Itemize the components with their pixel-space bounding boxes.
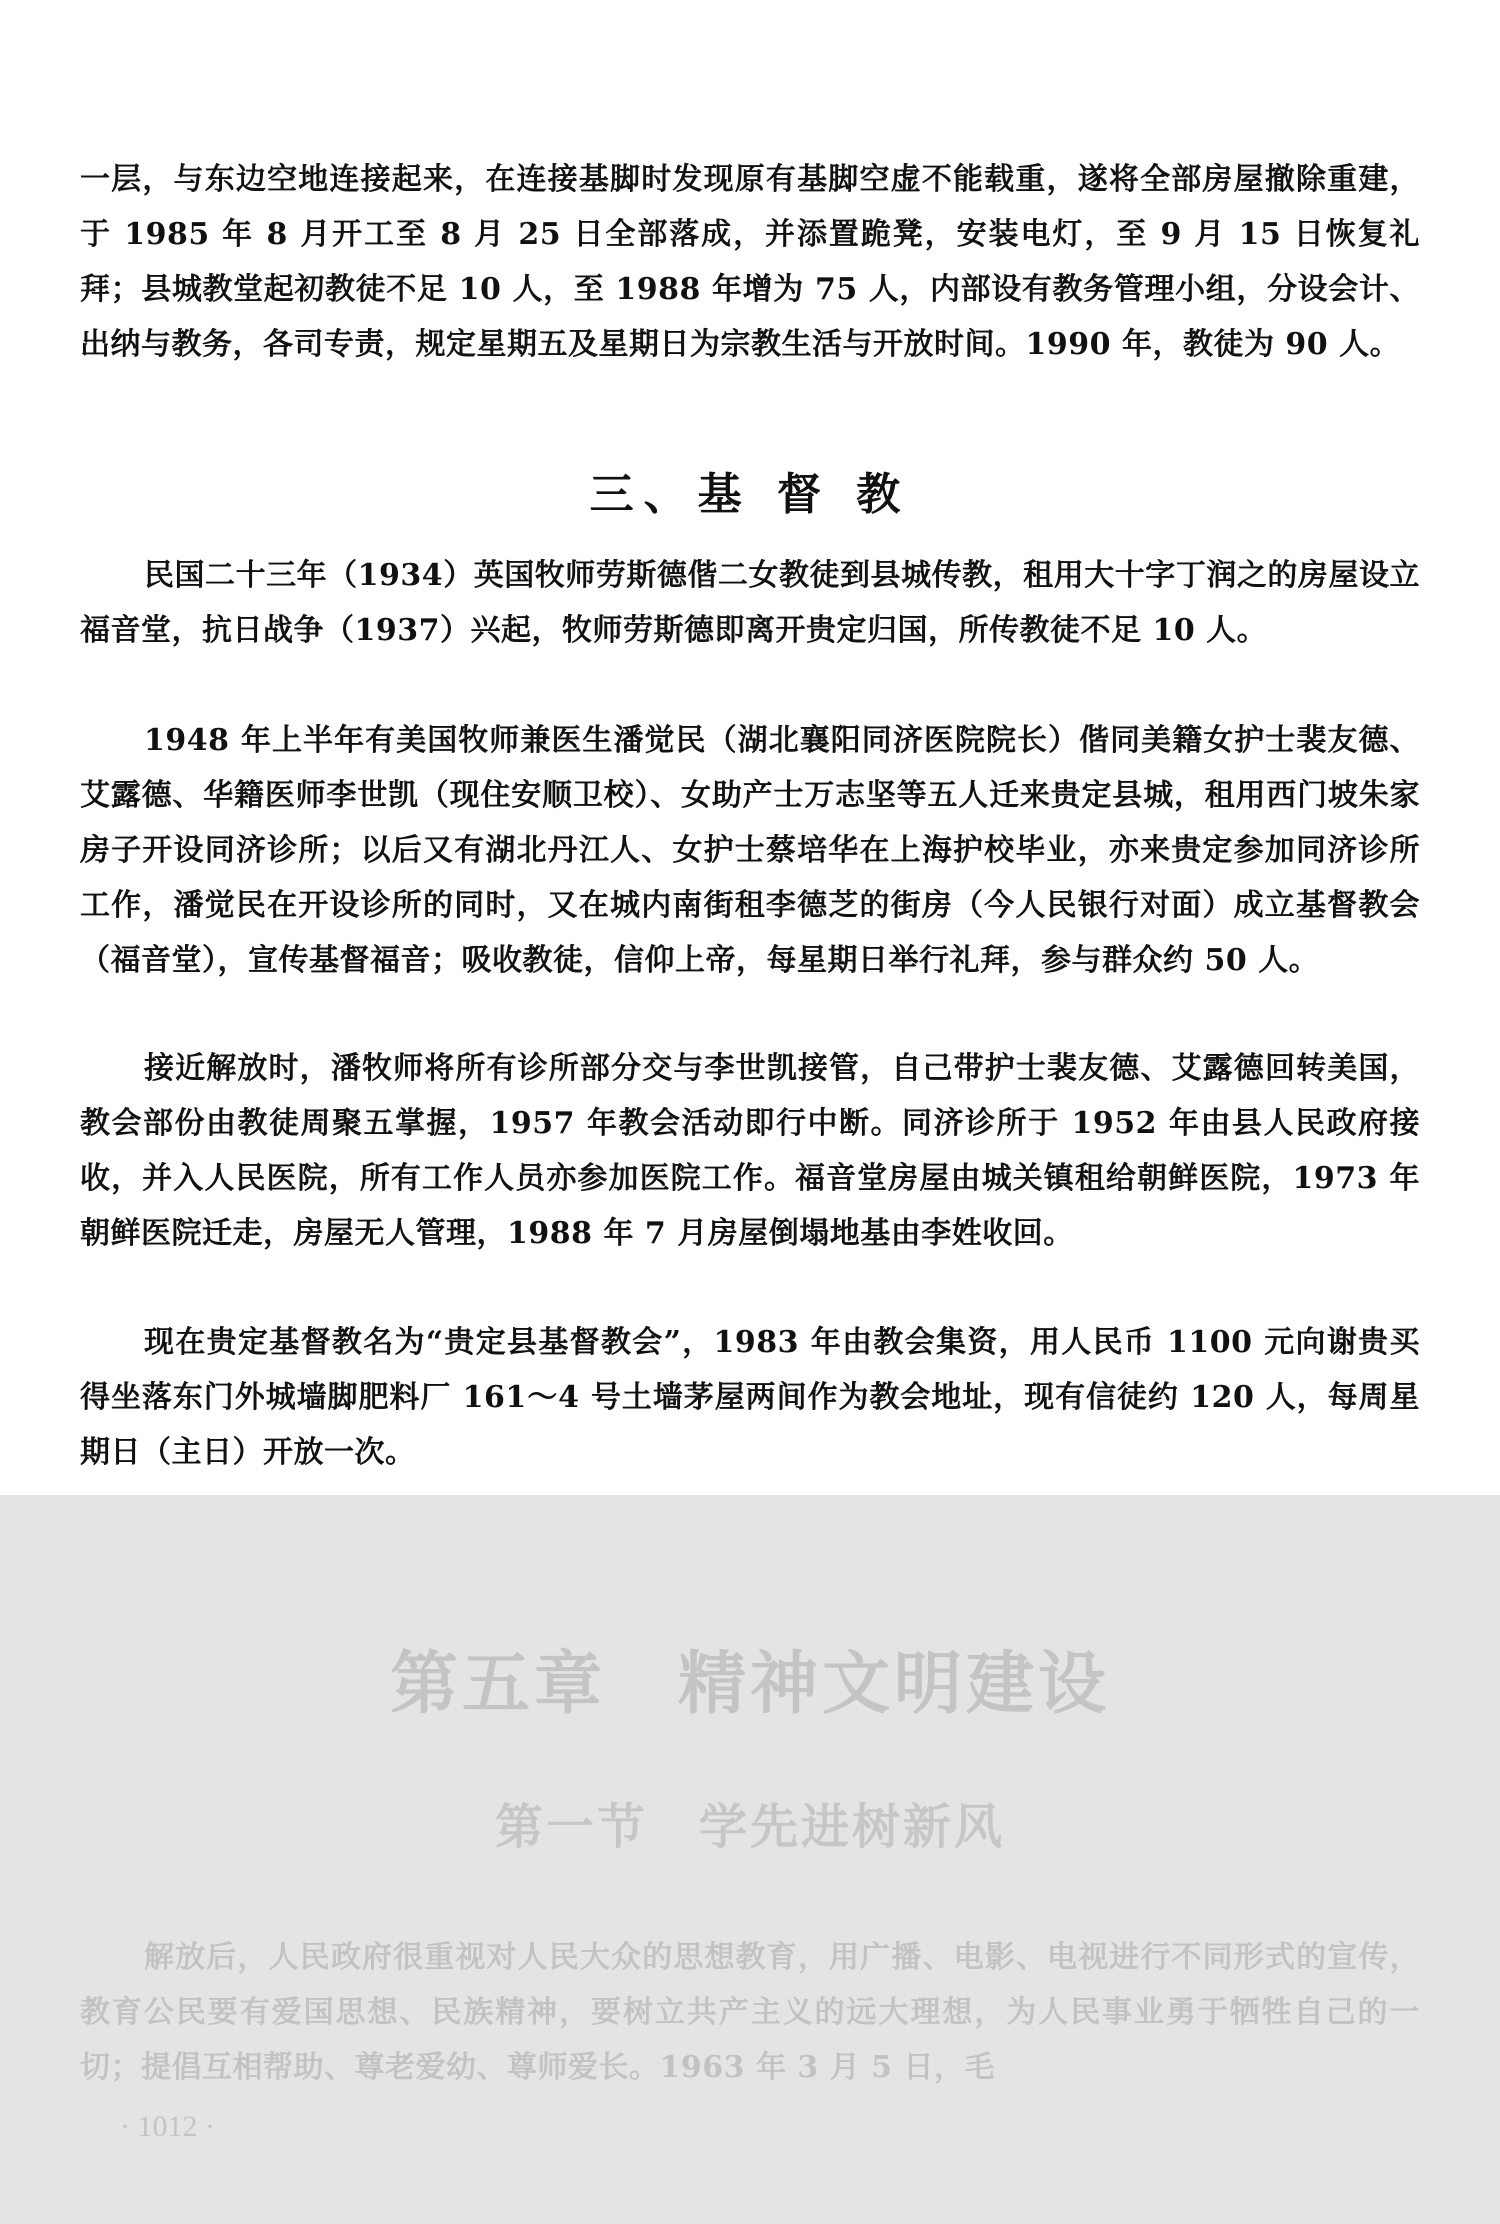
continued-paragraph: 一层，与东边空地连接起来，在连接基脚时发现原有基脚空虚不能载重，遂将全部房屋撤除重建，于 1985 年 8 月开工至 8 月 25 日全部落成，并添置跪凳，安装电灯，至 9 月 15 日恢复礼拜；县城教堂起初教徒不足 10 人，至 1988 年增为 75 人，内部设有教务管理小组，分设会计、出纳与教务，各司专责，规定星期五及星期日为宗教生活与开放时间。1990 年，教徒为 90 人。 <box>80 162 1420 362</box>
section-title: 第一节 学先进树新风 <box>494 1799 1005 1855</box>
faded-paragraph: 解放后，人民政府很重视对人民大众的思想教育，用广播、电影、电视进行不同形式的宣传，教育公民要有爱国思想、民族精神，要树立共产主义的远大理想，为人民事业勇于牺牲自己的一切；提倡互相帮助、尊老爱幼、尊师爱长。1963 年 3 月 5 日，毛 <box>80 1940 1420 2085</box>
paragraph-1934-mission: 民国二十三年（1934）英国牧师劳斯德偕二女教徒到县城传教，租用大十字丁润之的房屋设立福音堂，抗日战争（1937）兴起，牧师劳斯德即离开贵定归国，所传教徒不足 10 人。 <box>80 558 1420 648</box>
paragraph-current-church: 现在贵定基督教名为“贵定县基督教会”，1983 年由教会集资，用人民币 1100 元向谢贵买得坐落东门外城墙脚肥料厂 161～4 号土墙茅屋两间作为教会地址，现有信徒约 120 人，每周星期日（主日）开放一次。 <box>80 1325 1420 1470</box>
section-heading-christianity: 三、基 督 教 <box>589 469 911 520</box>
chapter-title: 第五章 精神文明建设 <box>389 1644 1110 1724</box>
page-number: · 1012 · <box>120 2110 215 2143</box>
paragraph-liberation: 接近解放时，潘牧师将所有诊所部分交与李世凯接管，自己带护士裴友德、艾露德回转美国，教会部份由教徒周聚五掌握，1957 年教会活动即行中断。同济诊所于 1952 年由县人民政府接收，并入人民医院，所有工作人员亦参加医院工作。福音堂房屋由城关镇租给朝鲜医院，1973 年朝鲜医院迁走，房屋无人管理，1988 年 7 月房屋倒塌地基由李姓收回。 <box>80 1051 1420 1251</box>
page-lower-faded-region <box>0 1495 1500 2224</box>
paragraph-1948-clinic: 1948 年上半年有美国牧师兼医生潘觉民（湖北襄阳同济医院院长）偕同美籍女护士裴友德、艾露德、华籍医师李世凯（现住安顺卫校）、女助产士万志坚等五人迁来贵定县城，租用西门坡朱家房子开设同济诊所；以后又有湖北丹江人、女护士蔡培华在上海护校毕业，亦来贵定参加同济诊所工作，潘觉民在开设诊所的同时，又在城内南街租李德芝的街房（今人民银行对面）成立基督教会（福音堂），宣传基督福音；吸收教徒，信仰上帝，每星期日举行礼拜，参与群众约 50 人。 <box>80 723 1420 978</box>
